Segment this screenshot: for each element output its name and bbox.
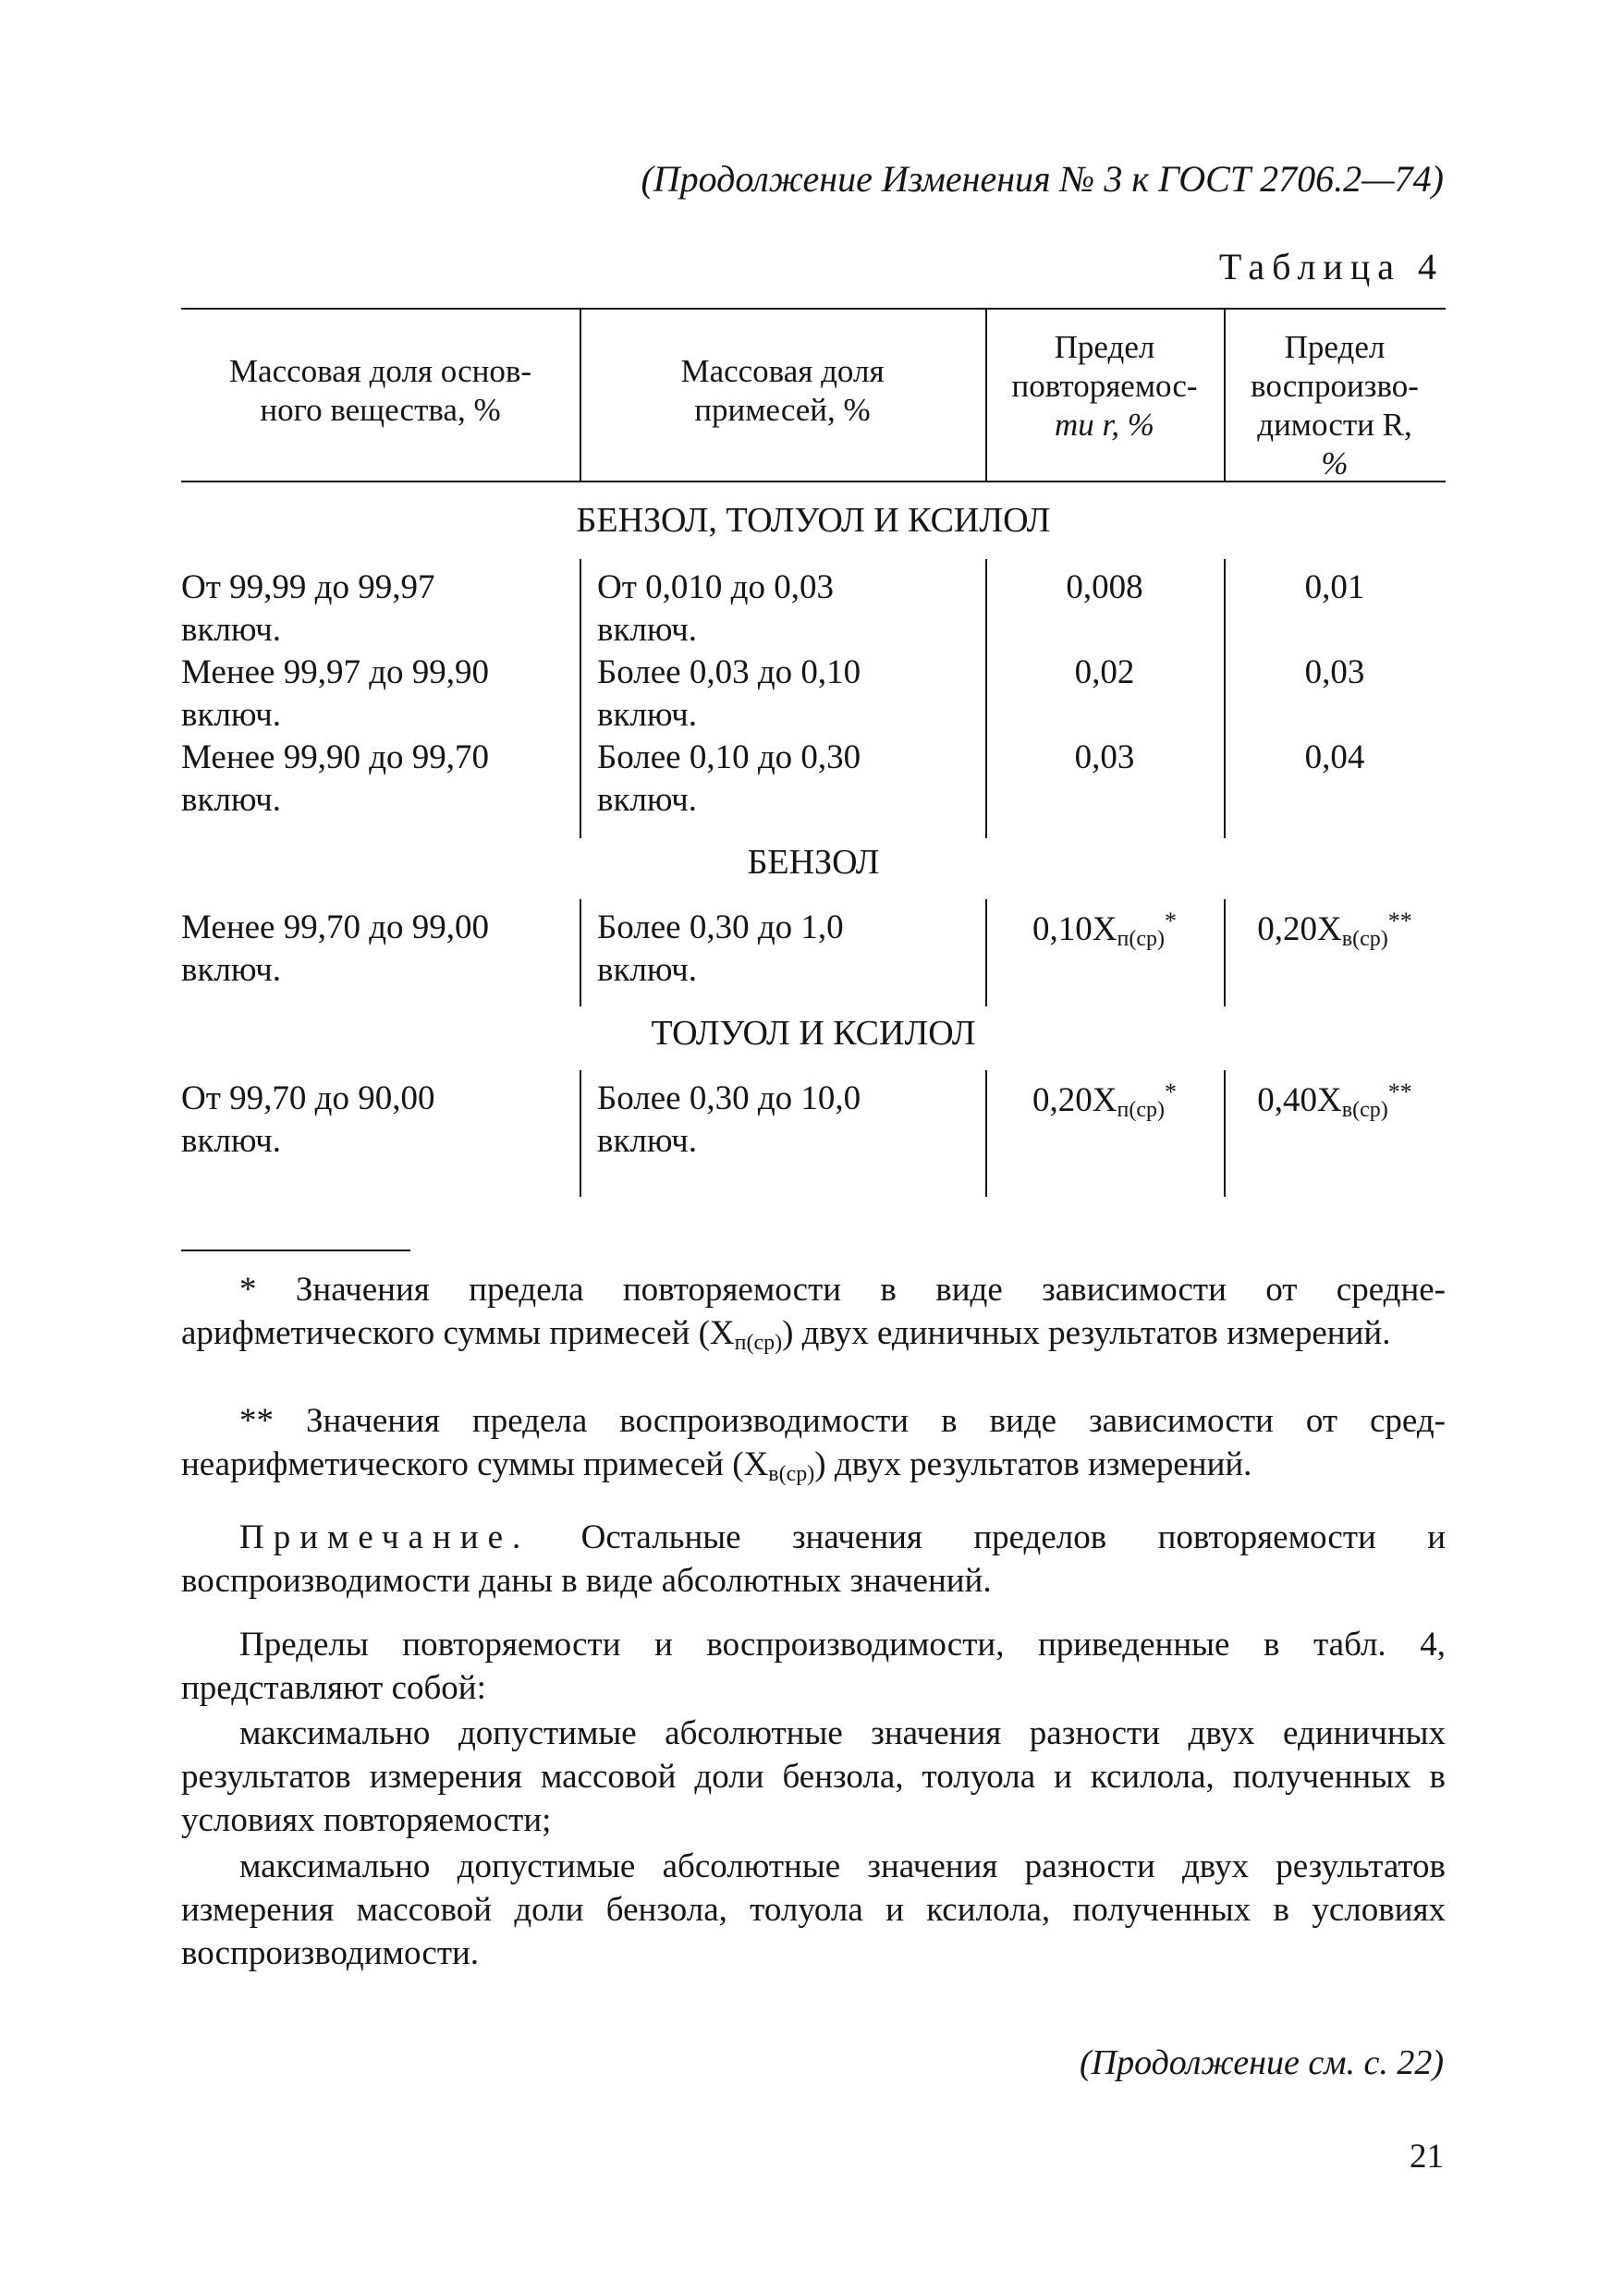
table-row xyxy=(181,567,434,652)
impurity-value: Более 0,03 до 0,10 xyxy=(597,653,861,691)
header-line: Массовая доля xyxy=(680,353,885,389)
main-fraction-value: Менее 99,70 до 99,00 xyxy=(181,908,490,946)
header-line: ного вещества, % xyxy=(260,392,501,428)
impurity-cell xyxy=(597,652,861,737)
main-fraction-value: включ. xyxy=(181,781,282,819)
footnote-separator xyxy=(181,1250,410,1251)
section-title: ТОЛУОЛ И КСИЛОЛ xyxy=(651,1014,976,1053)
main-fraction-value: От 99,70 до 90,00 xyxy=(181,1079,435,1117)
header-line: % xyxy=(1321,445,1349,482)
footnote-subscript: п(ср) xyxy=(734,1331,783,1355)
impurity-cell xyxy=(597,737,861,822)
section-title: БЕНЗОЛ xyxy=(747,843,880,882)
note xyxy=(181,1516,1446,1603)
impurity-value: включ. xyxy=(597,1122,698,1160)
column-divider xyxy=(580,1070,581,1197)
page-number: 21 xyxy=(1410,2138,1444,2176)
impurity-value: От 0,010 до 0,03 xyxy=(597,568,834,606)
impurity-value: включ. xyxy=(597,951,698,989)
header-line: Массовая доля основ- xyxy=(228,353,532,389)
continuation-header: (Продолжение Изменения № 3 к ГОСТ 2706.2—74) xyxy=(641,158,1444,200)
footnote-text: ) двух результатов измерений. xyxy=(814,1445,1252,1483)
table-row xyxy=(181,652,489,737)
body-paragraph: Пределы повторяемости и воспроизводимости, приведенные в табл. 4, представляют собой: xyxy=(181,1626,1446,1707)
column-divider xyxy=(580,559,581,838)
footnote-text: * Значения предела повторяемости в виде зависимости от средне-арифметического суммы примесей (Х xyxy=(181,1271,1446,1352)
main-fraction-value: От 99,99 до 99,97 xyxy=(181,568,435,606)
impurity-value: Более 0,30 до 1,0 xyxy=(597,908,844,946)
formula-subscript: п(ср) xyxy=(1117,927,1165,951)
reproducibility-formula xyxy=(1224,1079,1446,1123)
impurity-value: включ. xyxy=(597,781,698,819)
impurity-cell xyxy=(597,567,834,652)
formula-base: 0,20Х xyxy=(1032,1081,1117,1119)
table-top-rule xyxy=(181,308,1446,310)
impurity-cell xyxy=(597,1078,861,1163)
main-fraction-value: включ. xyxy=(181,951,282,989)
header-line: ти r, % xyxy=(1055,407,1154,443)
table-row xyxy=(181,737,489,822)
data-table xyxy=(181,308,1446,1197)
column-divider xyxy=(580,899,581,1006)
reproducibility-value: 0,01 xyxy=(1304,568,1365,606)
table-label: Таблица 4 xyxy=(1218,246,1444,287)
main-fraction-value: включ. xyxy=(181,1122,282,1160)
formula-subscript: в(ср) xyxy=(1341,1098,1388,1122)
repeatability-formula xyxy=(985,908,1224,952)
formula-base: 0,10Х xyxy=(1032,910,1117,948)
header-line: Предел xyxy=(1284,329,1386,365)
body-paragraph: максимально допустимые абсолютные значения разности двух результатов измерения массовой доли бензола, толуола и ксилола, полученных в условиях воспроизводимости. xyxy=(181,1847,1446,1972)
impurity-value: включ. xyxy=(597,611,698,649)
note-text: Остальные значения пределов повторяемости и воспроизводимости даны в виде абсолютных значений. xyxy=(181,1518,1446,1600)
section-title: БЕНЗОЛ, ТОЛУОЛ И КСИЛОЛ xyxy=(576,501,1051,540)
column-header-impurity-fraction xyxy=(580,352,985,430)
footnote-mark: ** xyxy=(1387,908,1412,934)
header-line: воспроизво- xyxy=(1251,368,1419,404)
formula-base: 0,40Х xyxy=(1257,1081,1342,1119)
formula-subscript: п(ср) xyxy=(1117,1098,1165,1122)
footnote-subscript: в(ср) xyxy=(768,1462,815,1486)
impurity-value: включ. xyxy=(597,696,698,734)
impurity-value: Более 0,30 до 10,0 xyxy=(597,1079,861,1117)
header-line: примесей, % xyxy=(694,392,871,428)
footnote-reproducibility xyxy=(181,1399,1446,1496)
repeatability-value: 0,03 xyxy=(1074,738,1135,776)
body-paragraph: максимально допустимые абсолютные значения разности двух единичных результатов измерения массовой доли бензола, толуола и ксилола, полученных в условиях повторяемости; xyxy=(181,1714,1446,1839)
main-fraction-value: Менее 99,90 до 99,70 xyxy=(181,738,490,776)
footnote-mark: ** xyxy=(1387,1079,1412,1105)
impurity-value: Более 0,10 до 0,30 xyxy=(597,738,861,776)
reproducibility-value: 0,04 xyxy=(1304,738,1365,776)
table-row xyxy=(181,1078,434,1163)
header-line: повторяемос- xyxy=(1011,368,1198,404)
reproducibility-value: 0,03 xyxy=(1304,653,1365,691)
reproducibility-formula xyxy=(1224,908,1446,952)
impurity-cell xyxy=(597,907,844,992)
main-fraction-value: включ. xyxy=(181,611,282,649)
footnote-mark: * xyxy=(1164,908,1177,934)
note-label: Примечание. xyxy=(239,1518,531,1556)
footnote-repeatability xyxy=(181,1268,1446,1365)
continuation-footer: (Продолжение см. с. 22) xyxy=(1079,2043,1444,2082)
formula-base: 0,20Х xyxy=(1257,910,1342,948)
header-line: димости R, xyxy=(1257,407,1412,443)
table-row xyxy=(181,907,489,992)
footnote-mark: * xyxy=(1164,1079,1177,1105)
column-header-repeatability-limit xyxy=(985,328,1224,445)
repeatability-value: 0,02 xyxy=(1074,653,1135,691)
footnote-text: ** Значения предела воспроизводимости в виде зависимости от сред-неарифметического суммы примесей (Х xyxy=(181,1402,1446,1483)
main-fraction-value: Менее 99,97 до 99,90 xyxy=(181,653,490,691)
column-header-main-fraction xyxy=(181,352,580,430)
footnote-text: ) двух единичных результатов измерений. xyxy=(782,1314,1391,1352)
repeatability-value: 0,008 xyxy=(1066,568,1143,606)
repeatability-formula xyxy=(985,1079,1224,1123)
column-header-reproducibility-limit xyxy=(1224,328,1446,483)
header-line: Предел xyxy=(1054,329,1155,365)
main-fraction-value: включ. xyxy=(181,696,282,734)
formula-subscript: в(ср) xyxy=(1341,927,1388,951)
